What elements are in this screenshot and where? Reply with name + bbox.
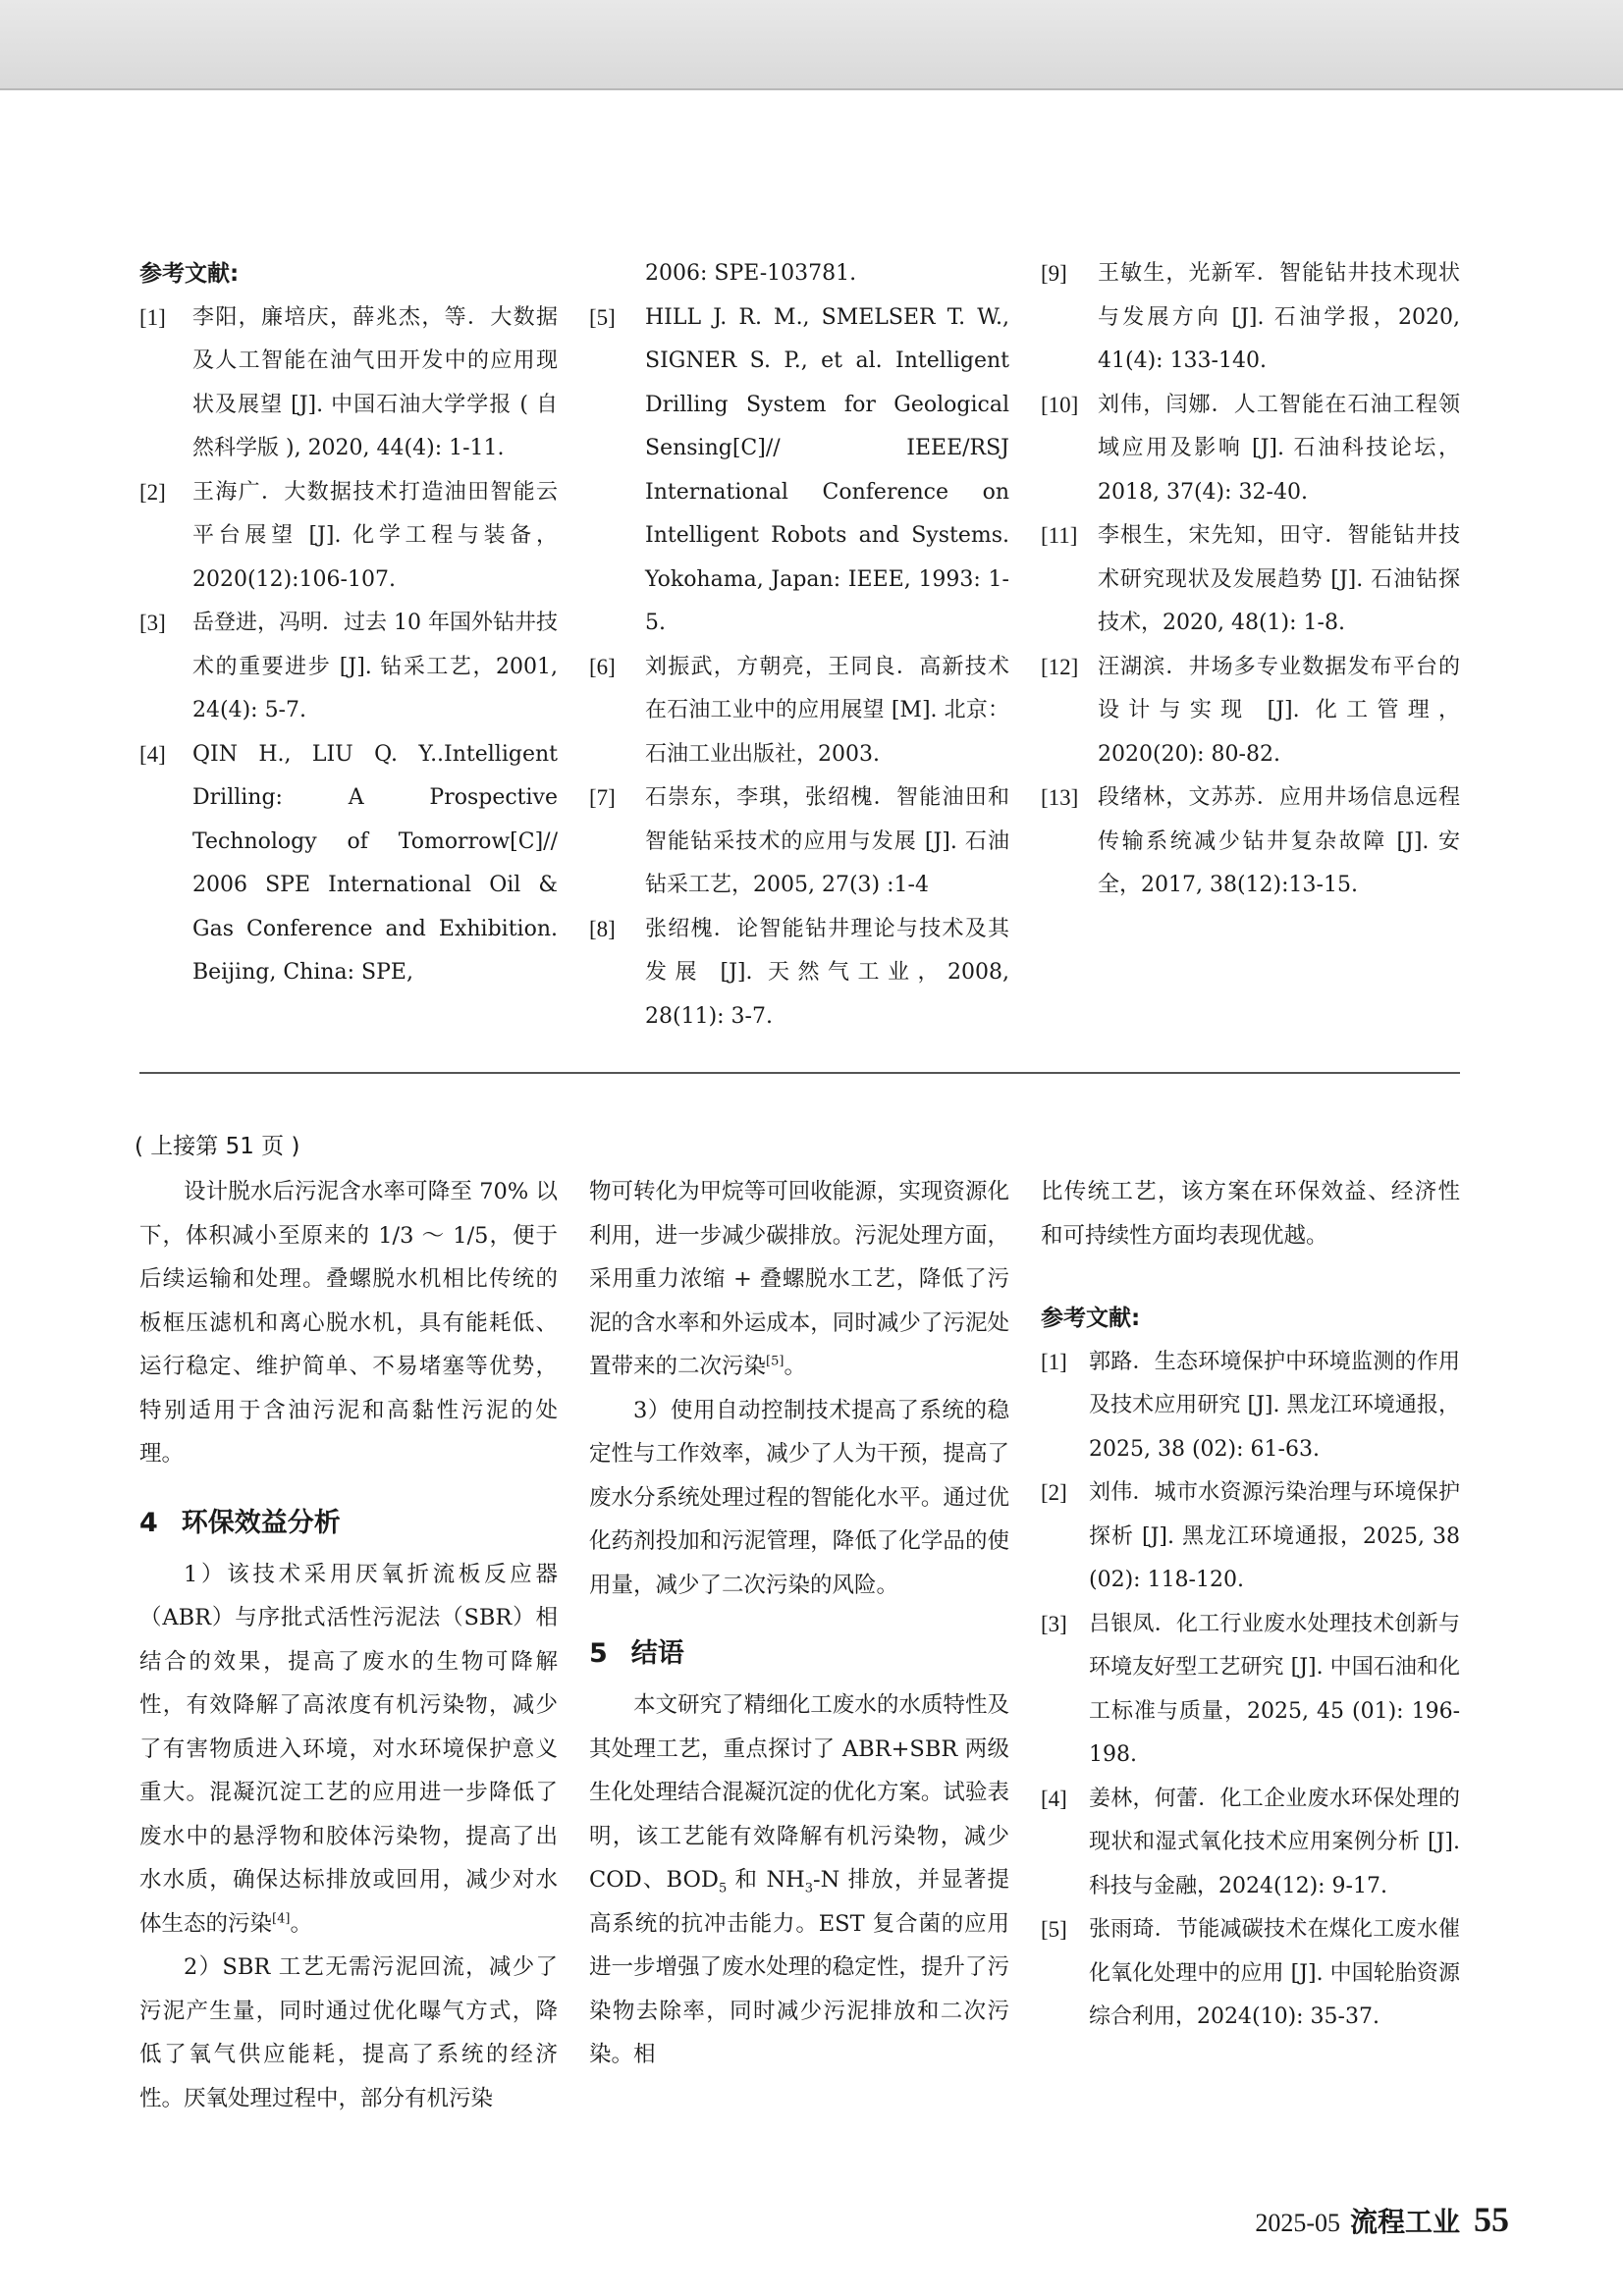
reference-number: [1] [1041,1349,1067,1374]
reference-number: [12] [1041,654,1079,679]
reference-number: [11] [1041,523,1078,548]
reference-item [1041,1908,1460,2040]
reference-text: 石崇东，李琪，张绍槐．智能油田和智能钻采技术的应用与发展 [J]. 石油钻采工艺，2005, 27(3) :1-4 [645,785,1009,897]
page-number: 55 [1474,2200,1509,2239]
citation: [5] [766,1354,784,1369]
reference-number: [5] [589,304,616,330]
reference-continuation: 2006: SPE-103781. [645,261,857,286]
paragraph: 物可转化为甲烷等可回收能源，实现资源化利用，进一步减少碳排放。污泥处理方面，采用重力浓缩 + 叠螺脱水工艺，降低了污泥的含水率和外运成本，同时减少了污泥处置带来的二次污染[5]。 [589,1179,1009,1379]
reference-number: [7] [589,785,616,810]
reference-number: [2] [139,479,166,505]
reference-text: 岳登进，冯明．过去 10 年国外钻井技术的重要进步 [J]. 钻采工艺，2001, 24(4): 5-7. [192,611,558,722]
reference-text: 段绪林，文苏苏．应用井场信息远程传输系统减少钻井复杂故障 [J]. 安全，2017, 38(12):13-15. [1098,785,1460,897]
reference-item [1041,776,1460,908]
reference-number: [9] [1041,261,1067,286]
paragraph: 设计脱水后污泥含水率可降至 70% 以下，体积减小至原来的 1/3 ～ 1/5，便于后续运输和处理。叠螺脱水机相比传统的板框压滤机和离心脱水机，具有能耗低、运行稳定、维护简单、不易堵塞等优势，特别适用于含油污泥和高黏性污泥的处理。 [139,1179,558,1467]
reference-text: HILL J. R. M., SMELSER T. W., SIGNER S. P., et al. Intelligent Drilling System for Geological Sensing[C]// IEEE/RSJ International Conference on Intelligent Robots and Systems. Yokohama, Japan: IEEE, 1993: 1-5. [645,304,1009,635]
reference-text: 李阳，廉培庆，薛兆杰，等．大数据及人工智能在油气田开发中的应用现状及展望 [J]. 中国石油大学学报 ( 自然科学版 ), 2020, 44(4): 1-11. [192,304,558,460]
top-refs-col3 [1041,252,1460,908]
reference-text: 吕银凤．化工行业废水处理技术创新与环境友好型工艺研究 [J]. 中国石油和化工标准与质量，2025, 45 (01): 196-198. [1089,1611,1460,1767]
paragraph: 比传统工艺，该方案在环保效益、经济性和可持续性方面均表现优越。 [1041,1179,1460,1249]
reference-item [589,908,1009,1040]
top-refs-col2 [589,252,1009,1039]
section-divider [139,1072,1460,1074]
reference-number: [13] [1041,785,1079,810]
references-heading: 参考文献: [139,261,240,287]
reference-text: QIN H., LIU Q. Y..Intelligent Drilling: A Prospective Technology of Tomorrow[C]// 2006 SPE International Oil & Gas Conference and Exhibition. Beijing, China: SPE, [192,741,558,985]
reference-item [1041,1341,1460,1472]
article-col-left [139,1170,558,2120]
reference-item [1041,1603,1460,1778]
reference-text: 张绍槐．论智能钻井理论与技术及其发展 [J]. 天然气工业，2008, 28(11): 3-7. [645,916,1009,1029]
citation: [4] [272,1911,291,1926]
reference-text: 刘伟．城市水资源污染治理与环境保护探析 [J]. 黑龙江环境通报，2025, 38 (02): 118-120. [1089,1480,1460,1592]
reference-text: 郭路．生态环境保护中环境监测的作用及技术应用研究 [J]. 黑龙江环境通报，2025, 38 (02): 61-63. [1089,1349,1460,1462]
article-col-middle [589,1170,1009,2077]
section-heading-4: 4 环保效益分析 [139,1507,341,1538]
journal-name: 流程工业 [1349,2206,1460,2238]
reference-item [589,296,1009,646]
paragraph: 1）该技术采用厌氧折流板反应器（ABR）与序批式活性污泥法（SBR）相结合的效果，提高了废水的生物可降解性，有效降解了高浓度有机污染物，减少了有害物质进入环境，对水环境保护意义重大。混凝沉淀工艺的应用进一步降低了废水中的悬浮物和胶体污染物，提高了出水水质，确保达标排放或回用，减少对水体生态的污染[4]。 [139,1561,558,1937]
issue-date: 2025-05 [1255,2209,1340,2237]
reference-number: [3] [139,611,166,635]
article-col-right [1041,1170,1460,2040]
reference-number: [5] [1041,1917,1067,1942]
reference-text: 张雨琦．节能减碳技术在煤化工废水催化氧化处理中的应用 [J]. 中国轮胎资源综合利用，2024(10): 35-37. [1089,1917,1460,2029]
reference-text: 刘振武，方朝亮，王同良．高新技术在石油工业中的应用展望 [M]. 北京：石油工业出版社，2003. [645,654,1009,767]
reference-text: 李根生，宋先知，田守．智能钻井技术研究现状及发展趋势 [J]. 石油钻探技术，2020, 48(1): 1-8. [1098,523,1460,635]
reference-item [139,471,558,603]
reference-number: [8] [589,916,616,941]
reference-item [589,646,1009,777]
paragraph: 3）使用自动控制技术提高了系统的稳定性与工作效率，减少了人为干预，提高了废水分系统处理过程的智能化水平。通过优化药剂投加和污泥管理，降低了化学品的使用量，减少了二次污染的风险。 [589,1397,1009,1598]
reference-item [1041,646,1460,777]
reference-text: 王敏生，光新军．智能钻井技术现状与发展方向 [J]. 石油学报，2020, 41(4): 133-140. [1098,261,1460,373]
reference-item [139,733,558,995]
reference-item [1041,252,1460,384]
reference-text: 汪湖滨．井场多专业数据发布平台的设计与实现 [J]. 化工管理，2020(20): 80-82. [1098,654,1460,767]
viewer-top-bar [0,0,1623,90]
reference-item [1041,514,1460,646]
continued-from-note: ( 上接第 51 页 ) [135,1134,300,1159]
reference-item [1041,1778,1460,1909]
reference-number: [4] [1041,1786,1067,1811]
reference-text: 姜林，何蕾．化工企业废水环保处理的现状和湿式氧化技术应用案例分析 [J]. 科技与金融，2024(12): 9-17. [1089,1786,1460,1898]
paragraph: 2）SBR 工艺无需污泥回流，减少了污泥产生量，同时通过优化曝气方式，降低了氧气供应能耗，提高了系统的经济性。厌氧处理过程中，部分有机污染 [139,1954,558,2111]
reference-item [139,296,558,471]
reference-item [589,776,1009,908]
references-heading: 参考文献: [1041,1306,1141,1331]
paragraph: 本文研究了精细化工废水的水质特性及其处理工艺，重点探讨了 ABR+SBR 两级生化处理结合混凝沉淀的优化方案。试验表明，该工艺能有效降解有机污染物，减少 COD、$BOD_5$ 和 $NH_3-N$ 排放，并显著提高系统的抗冲击能力。EST 复合菌的应用进一步增强了废水处理的稳定性，提升了污染物去除率，同时减少污泥排放和二次污染。相 [589,1692,1009,2067]
reference-number: [10] [1041,392,1079,417]
reference-text: 刘伟，闫娜．人工智能在石油工程领域应用及影响 [J]. 石油科技论坛，2018, 37(4): 32-40. [1098,392,1460,505]
reference-number: [3] [1041,1611,1067,1636]
reference-item [139,602,558,733]
reference-text: 王海广．大数据技术打造油田智能云平台展望 [J]. 化学工程与装备，2020(12):106-107. [192,479,558,592]
top-refs-col1 [139,252,558,995]
reference-item [1041,1471,1460,1603]
page-footer [1255,2199,1509,2240]
section-heading-5: 5 结语 [589,1638,684,1669]
reference-number: [1] [139,304,166,330]
reference-number: [6] [589,654,616,679]
reference-number: [2] [1041,1480,1067,1505]
reference-number: [4] [139,741,166,767]
reference-item [1041,384,1460,515]
